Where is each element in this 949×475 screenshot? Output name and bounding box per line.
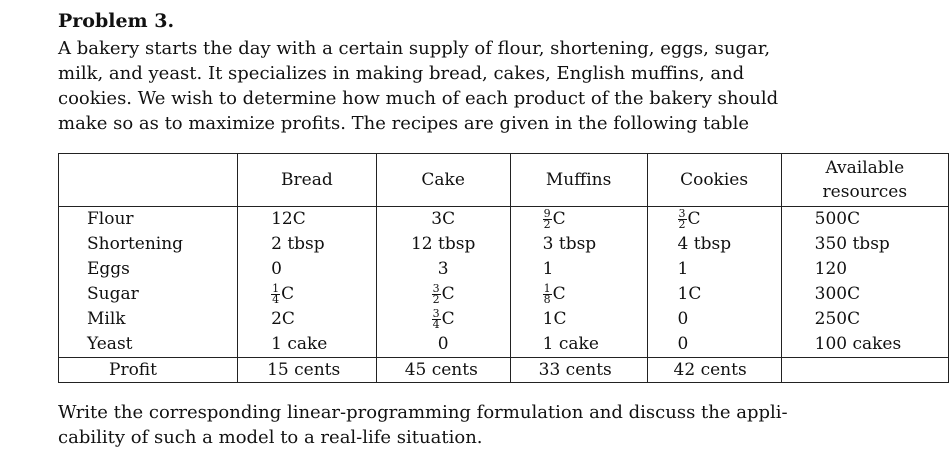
fraction [432, 309, 441, 330]
label-cell: Shortening [87, 234, 184, 254]
fraction-denominator: 4 [432, 318, 440, 331]
cookies-cell: 0 [677, 309, 689, 329]
muffins-column [510, 207, 647, 358]
fraction-denominator: 2 [678, 218, 686, 231]
cookies-cell: 4 tbsp [677, 234, 732, 254]
available-cell: 120 [814, 259, 848, 279]
header-cake: Cake [376, 154, 510, 207]
cake-cell: 0 [437, 334, 449, 354]
available-cell: 500C [814, 209, 861, 229]
problem-closing [58, 400, 818, 450]
header-available [781, 154, 948, 207]
profit-available [781, 358, 948, 383]
fraction [271, 284, 280, 305]
muffins-cell [543, 282, 647, 307]
label-cell: Flour [87, 209, 134, 229]
cookies-cell: 1C [677, 284, 702, 304]
cake-cell: 3 [437, 259, 449, 279]
table-body-row [59, 207, 949, 358]
cake-cell: 3C [431, 209, 456, 229]
cookies-cell: 0 [677, 334, 689, 354]
bread-cell: 2 tbsp [271, 234, 325, 254]
bread-cell [271, 282, 376, 307]
fraction-numerator: 3 [432, 307, 440, 320]
fraction [678, 209, 687, 230]
intro-line: A bakery starts the day with a certain supply of flour, shortening, eggs, sugar, [58, 38, 771, 59]
available-column [781, 207, 948, 358]
fraction-unit: C [552, 209, 566, 229]
cake-cell [377, 282, 510, 307]
problem-intro [58, 36, 798, 136]
table-header-row [59, 154, 949, 207]
muffins-cell [543, 207, 647, 232]
cookies-column [647, 207, 781, 358]
available-cell: 300C [814, 284, 861, 304]
fraction-numerator: 3 [678, 207, 686, 220]
closing-line: Write the corresponding linear-programming formulation and discuss the appli- [58, 402, 788, 423]
fraction-numerator: 3 [432, 282, 440, 295]
fraction-unit: C [441, 284, 455, 304]
muffins-cell: 3 tbsp [542, 234, 597, 254]
cake-cell [377, 307, 510, 332]
fraction-unit: C [281, 284, 295, 304]
fraction-denominator: 4 [272, 293, 280, 306]
closing-line: cability of such a model to a real-life situation. [58, 427, 483, 448]
fraction [432, 284, 441, 305]
muffins-cell: 1C [542, 309, 567, 329]
cake-cell: 12 tbsp [410, 234, 476, 254]
intro-line: make so as to maximize profits. The recipes are given in the following table [58, 113, 749, 134]
profit-muffins: 33 cents [510, 358, 647, 383]
recipe-table [58, 153, 949, 383]
fraction [543, 209, 552, 230]
label-cell: Milk [87, 309, 126, 329]
header-cookies: Cookies [647, 154, 781, 207]
fraction-unit: C [552, 284, 566, 304]
cookies-cell [678, 207, 781, 232]
cake-column [376, 207, 510, 358]
header-available-line2: resources [822, 182, 908, 202]
fraction-numerator: 1 [272, 282, 280, 295]
fraction-denominator: 2 [432, 293, 440, 306]
label-cell: Yeast [87, 334, 133, 354]
intro-line: milk, and yeast. It specializes in making bread, cakes, English muffins, and [58, 63, 745, 84]
muffins-cell: 1 [542, 259, 554, 279]
header-muffins: Muffins [510, 154, 647, 207]
label-cell: Eggs [87, 259, 130, 279]
available-cell: 250C [814, 309, 861, 329]
fraction-numerator: 1 [543, 282, 551, 295]
profit-bread: 15 cents [238, 358, 377, 383]
bread-cell: 12C [271, 209, 306, 229]
fraction [543, 284, 552, 305]
fraction-numerator: 9 [543, 207, 551, 220]
row-labels [59, 207, 238, 358]
header-corner [59, 154, 238, 207]
fraction-denominator: 2 [543, 218, 551, 231]
fraction-denominator: 8 [543, 293, 551, 306]
problem-title: Problem 3. [58, 10, 175, 32]
available-cell: 350 tbsp [814, 234, 890, 254]
available-cell: 100 cakes [814, 334, 902, 354]
fraction-unit: C [687, 209, 701, 229]
muffins-cell: 1 cake [542, 334, 599, 354]
bread-cell: 0 [271, 259, 282, 279]
intro-line: cookies. We wish to determine how much of each product of the bakery should [58, 88, 779, 109]
fraction-unit: C [441, 309, 455, 329]
profit-cookies: 42 cents [647, 358, 781, 383]
profit-cake: 45 cents [376, 358, 510, 383]
bread-cell: 2C [271, 309, 295, 329]
header-bread: Bread [238, 154, 377, 207]
cookies-cell: 1 [677, 259, 689, 279]
label-cell: Sugar [87, 284, 139, 304]
bread-cell: 1 cake [271, 334, 328, 354]
bread-column [238, 207, 377, 358]
header-available-line1: Available [825, 158, 905, 178]
profit-label: Profit [59, 358, 238, 383]
profit-row [59, 358, 949, 383]
